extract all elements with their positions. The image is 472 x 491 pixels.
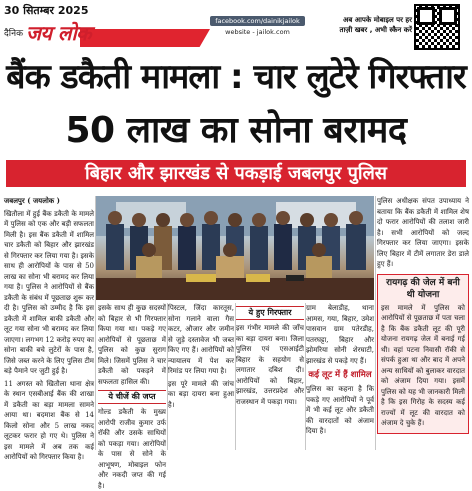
masthead-ribbon — [80, 29, 210, 47]
right-paragraph: पुलिस अधीक्षक संपत उपाध्याय ने बताया कि बैंक डकैती में शामिल शेष दो फरार आरोपियों की तलाश जारी है। सभी आरोपियों को जल्द गिरफ्तार कर लिया जाएगा। इसके लिए बिहार में टीमें लगातार डेरा डाले हुए हैं। — [377, 197, 469, 268]
sidebar-box — [377, 274, 469, 434]
brand-name: जय लोक — [26, 21, 92, 45]
photo-caption-text: इसके साथ ही कुछ सदस्यों को बिहार से भी गिरफ्तार किया गया था। पकड़े गए आरोपियों से पूछताछ में पुलिस को कुछ सुराग मिले। जिसमें पुलिस ने चार डकैती को पकड़ने में सफलता हासिल की। — [98, 304, 166, 386]
headline-strap: बिहार और झारखंड से पकड़ाई जबलपुर पुलिस — [6, 160, 466, 187]
mid4-paragraph-1: ग्राम बेलाडीह, थाना आमस, गया, बिहार, उमेश पासवान ग्राम पतेरडीह, पतरघट्टा, बिहार और झोमरिया सोनी शेरघाटी, झारखंड से पकड़े गए हैं। — [306, 304, 374, 365]
mid2-paragraph-2: इस पूरे मामले की जांच का बड़ा दायरा बना हुआ है। — [168, 379, 234, 409]
promo-line-1: अब आपके मोबाइल पर हर — [342, 16, 412, 24]
mid2-paragraph-1: पिस्टल, जिंदा कारतूस, सोना गलाने वाला गैस कटर, औजार और जमीन से जुड़े दस्तावेज भी जब्त किए गए हैं। आरोपियों को न्यायालय में पेश कर रिमांड पर लिया गया है। — [168, 304, 234, 375]
article-column-mid-3 — [236, 303, 304, 450]
mid3-paragraph: इस गंभीर मामले की जाँच का बड़ा दायरा बना। जिला पुलिस एवं एसआईटी बिहार के सहयोग से लगातार दबिश दी। आरोपियों को बिहार, झारखंड, उत्तरप्रदेश और राजस्थान में पकड़ा गया। — [236, 324, 304, 406]
website-link[interactable]: website - jailok.com — [225, 28, 290, 36]
social-links — [210, 16, 305, 37]
masthead — [0, 0, 472, 56]
photo-illustration — [96, 196, 374, 300]
facebook-link[interactable]: facebook.com/dainikjailok — [210, 16, 305, 26]
mid1-paragraph: गोल्ड डकैती के मुख्य आरोपी राजीव कुमार उर्फ रॉकी और उसके साथियों को पकड़ा गया। आरोपियों के पास से सोने के आभूषण, मोबाइल फोन और नकदी जप्त की गई है। — [98, 408, 166, 490]
issue-date: 30 सितम्बर 2025 — [4, 4, 89, 17]
scan-promo — [302, 15, 412, 35]
article-column-mid-1 — [98, 303, 166, 490]
dateline: जबलपुर ( जयलोक ) — [4, 196, 60, 205]
column-divider — [375, 196, 376, 450]
brand-logo — [4, 19, 91, 46]
sidebar-box-title: रायगढ़ की जेल में बनी थी योजना — [386, 277, 460, 300]
seized-items-heading: ये चीजें की जप्त — [98, 390, 166, 404]
arrested-heading: ये हुए गिरफ्तार — [236, 306, 304, 320]
left-paragraph-2: 11 अगस्त को खितौला थाना क्षेत्र के स्थान एसबीआई बैंक की शाखा में डकैती का बड़ा मामला सामने आया था। बदमाश बैंक से 14 किलो सोना और 5 लाख नकद लूटकर फरार हो गए थे। पुलिस ने इस मामले में अब तक कई आरोपियों को गिरफ्तार किया है। — [4, 379, 94, 461]
article-column-left — [4, 196, 94, 461]
article-column-mid-4 — [306, 303, 374, 450]
headline-secondary: 50 लाख का सोना बरामद — [65, 110, 407, 151]
headline-main: बैंक डकैती मामला : चार लुटेरे गिरफ्तार — [6, 57, 466, 97]
article-column-mid-2 — [168, 303, 234, 450]
left-paragraph-1: खितौला में हुई बैंक डकैती के मामले में पुलिस को एक और बड़ी सफलता मिली है। इस बैंक डकैती में शामिल चार डकैती को बिहार और झारखंड से गिरफ्तार कर लिया गया है। इसके साथ ही आरोपियों के पास से 50 लाख का सोना भी बरामद कर लिया गया है। पुलिस ने आरोपियों से बैंक डकैती के संबंध में पूछताछ शुरू कर दी है। पुलिस को उम्मीद है कि इस डकैती में शामिल बाकी डकैती और लूट गया सोना भी बरामद कर लिया जाएगा। लगभग 12 करोड़ रुपए का सोना बाकी बचे लुटेरों के पास है, जिसे जब्त करने के लिए पुलिस टीम बड़े पैमाने पर जुटी हुई है। — [4, 209, 94, 375]
article-column-right — [377, 196, 469, 450]
brand-prefix: दैनिक — [4, 29, 24, 39]
sidebar-box-text: इस मामले में पुलिस को आरोपियों से पूछताछ में पता चला है कि बैंक डकैती लूट की पूरी योजना रायगढ़ जेल में बनाई गई थी। वहां पटना निवासी रॉकी से संपर्क हुआ था और बाद में अपने अन्य साथियों को बुलाकर वारदात को अंजाम दिया गया। इसमें पुलिस को यह भी जानकारी मिली है कि इस गिरोह के सदस्य कई राज्यों में लूट की वारदात को अंजाम दे चुके हैं। — [381, 303, 465, 427]
promo-line-2: ताज़ी खबर , अभी स्कैन करें — [339, 26, 412, 34]
press-conference-photo — [96, 196, 374, 300]
qr-code-icon[interactable] — [414, 4, 460, 50]
mid4-paragraph-2: पुलिस का कहना है कि पकड़े गए आरोपियों ने पूर्व में भी कई लूट और डकैती की वारदातों को अंजाम दिया है। — [306, 385, 374, 435]
many-robberies-heading: कई लूट में हैं शामिल — [308, 370, 372, 380]
